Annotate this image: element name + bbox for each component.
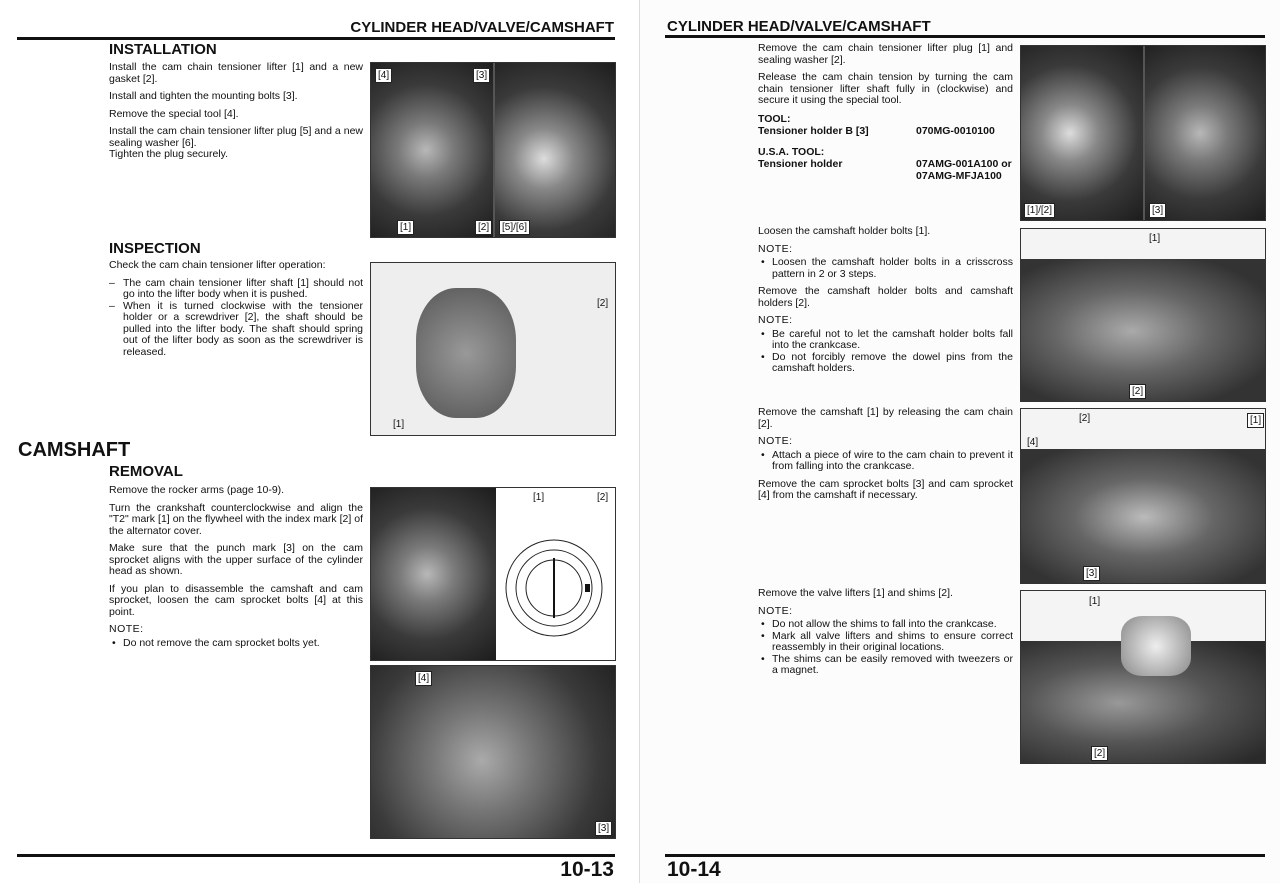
holder-bolts-text	[758, 226, 1013, 381]
callout: [2]	[597, 492, 609, 503]
inspection-text	[109, 260, 363, 364]
list-item: • Loosen the camshaft holder bolts in a crisscross pattern in 2 or 3 steps.	[758, 257, 1013, 280]
callout: [1]	[1089, 596, 1101, 607]
header-rule	[665, 35, 1265, 38]
callout: [2]	[1079, 413, 1091, 424]
tensioner-figure	[1020, 45, 1266, 221]
callout: [2]	[475, 220, 492, 235]
tool-name: Tensioner holder	[758, 157, 843, 170]
list-item: • The shims can be easily removed with tweezers or a magnet.	[758, 654, 1013, 677]
callout: [3]	[595, 821, 612, 836]
note-label: NOTE:	[758, 314, 793, 326]
tool-label: TOOL:	[758, 112, 791, 125]
note-label: NOTE:	[758, 435, 793, 447]
paragraph: Install and tighten the mounting bolts [3].	[109, 90, 298, 102]
paragraph: Tighten the plug securely.	[109, 148, 229, 160]
callout: [4]	[375, 68, 392, 83]
callout: [3]	[1083, 566, 1100, 581]
list-item: • Be careful not to let the camshaft holder bolts fall into the crankcase.	[758, 329, 1013, 352]
paragraph: Remove the cam chain tensioner lifter plug [1] and sealing washer [2].	[758, 42, 1013, 66]
installation-figure	[370, 62, 616, 238]
callout: [3]	[1149, 203, 1166, 218]
paragraph: Remove the cam sprocket bolts [3] and cam sprocket [4] from the camshaft if necessary.	[758, 477, 1013, 501]
paragraph: Remove the camshaft holder bolts and camshaft holders [2].	[758, 285, 1013, 309]
tensioner-text	[758, 43, 1013, 182]
list-item: • Mark all valve lifters and shims to ensure correct reassembly in their original locations.	[758, 631, 1013, 654]
header-rule	[17, 37, 615, 40]
note-label: NOTE:	[109, 623, 144, 635]
right-page	[640, 0, 1280, 883]
callout: [1]	[397, 220, 414, 235]
tool-label: U.S.A. TOOL:	[758, 145, 825, 158]
section-header: CYLINDER HEAD/VALVE/CAMSHAFT	[350, 19, 614, 36]
list-item: • Do not remove the cam sprocket bolts yet.	[109, 638, 363, 650]
tool-number: 070MG-0010100	[916, 124, 995, 137]
paragraph: Turn the crankshaft counterclockwise and align the "T2" mark [1] on the flywheel with the index mark [2] of the alternator cover.	[109, 501, 363, 537]
paragraph: If you plan to disassemble the camshaft and cam sprocket, loosen the cam sprocket bolts [4] at this point.	[109, 582, 363, 618]
usa-tool-spec	[758, 146, 1013, 182]
paragraph: Release the cam chain tension by turning the cam chain tensioner lifter shaft fully in (clockwise) and secure it using the special tool.	[758, 71, 1013, 106]
paragraph: Install the cam chain tensioner lifter plug [5] and a new sealing washer [6].	[109, 125, 363, 149]
callout: [1]/[2]	[1024, 203, 1055, 218]
footer-rule	[665, 854, 1265, 857]
paragraph: Remove the camshaft [1] by releasing the cam chain [2].	[758, 406, 1013, 430]
callout: [2]	[1091, 746, 1108, 761]
tool-name: Tensioner holder B [3]	[758, 124, 869, 137]
callout: [1]	[393, 419, 405, 430]
holder-bolts-figure	[1020, 228, 1266, 402]
callout: [3]	[473, 68, 490, 83]
inspection-figure	[370, 262, 616, 436]
list-item: • Attach a piece of wire to the cam chain to prevent it from falling into the crankcase.	[758, 450, 1013, 473]
list-item: – The cam chain tensioner lifter shaft [1] should not go into the lifter body when it is pushed.	[109, 278, 363, 301]
note-label: NOTE:	[758, 604, 793, 617]
timing-mark-figure	[370, 487, 616, 661]
callout: [4]	[415, 671, 432, 686]
tool-number: 07AMG-001A100 or	[916, 157, 1012, 170]
list-item: • Do not allow the shims to fall into the crankcase.	[758, 619, 1013, 631]
callout: [1]	[533, 492, 545, 503]
installation-title: INSTALLATION	[109, 41, 217, 58]
list-item: • Do not forcibly remove the dowel pins from the camshaft holders.	[758, 352, 1013, 375]
valve-lifters-text	[758, 588, 1013, 683]
removal-text	[109, 485, 363, 655]
tool-number: 07AMG-MFJA100	[916, 169, 1002, 182]
paragraph: Remove the valve lifters [1] and shims [2].	[758, 587, 953, 599]
paragraph: Remove the rocker arms (page 10-9).	[109, 484, 285, 496]
tool-spec	[758, 113, 1013, 137]
callout: [5]/[6]	[499, 220, 530, 235]
camshaft-figure	[1020, 408, 1266, 584]
cam-sprocket-figure	[370, 665, 616, 839]
paragraph: Make sure that the punch mark [3] on the cam sprocket aligns with the upper surface of the cylinder head as shown.	[109, 542, 363, 577]
page-number: 10-14	[667, 858, 721, 881]
removal-title: REMOVAL	[109, 463, 183, 480]
note-label: NOTE:	[758, 242, 793, 255]
paragraph: Install the cam chain tensioner lifter [1] and a new gasket [2].	[109, 61, 363, 85]
inspection-title: INSPECTION	[109, 240, 201, 257]
paragraph: Remove the special tool [4].	[109, 107, 239, 120]
page-number: 10-13	[560, 858, 614, 881]
camshaft-title: CAMSHAFT	[18, 439, 131, 461]
section-header: CYLINDER HEAD/VALVE/CAMSHAFT	[667, 18, 931, 35]
callout: [1]	[1247, 413, 1264, 428]
valve-lifters-figure	[1020, 590, 1266, 764]
callout: [2]	[597, 298, 609, 309]
callout: [1]	[1149, 233, 1161, 244]
footer-rule	[17, 854, 615, 857]
flywheel-diagram	[499, 508, 614, 658]
callout: [4]	[1027, 437, 1039, 448]
callout: [2]	[1129, 384, 1146, 399]
paragraph: Loosen the camshaft holder bolts [1].	[758, 225, 931, 237]
list-item: – When it is turned clockwise with the tensioner holder or a screwdriver [2], the shaft should be pulled into the lifter body. The shaft should spring out of the lifter body as soon as the screwdriver is released.	[109, 301, 363, 359]
camshaft-removal-text	[758, 407, 1013, 508]
installation-text	[109, 62, 363, 167]
paragraph: Check the cam chain tensioner lifter operation:	[109, 259, 326, 271]
